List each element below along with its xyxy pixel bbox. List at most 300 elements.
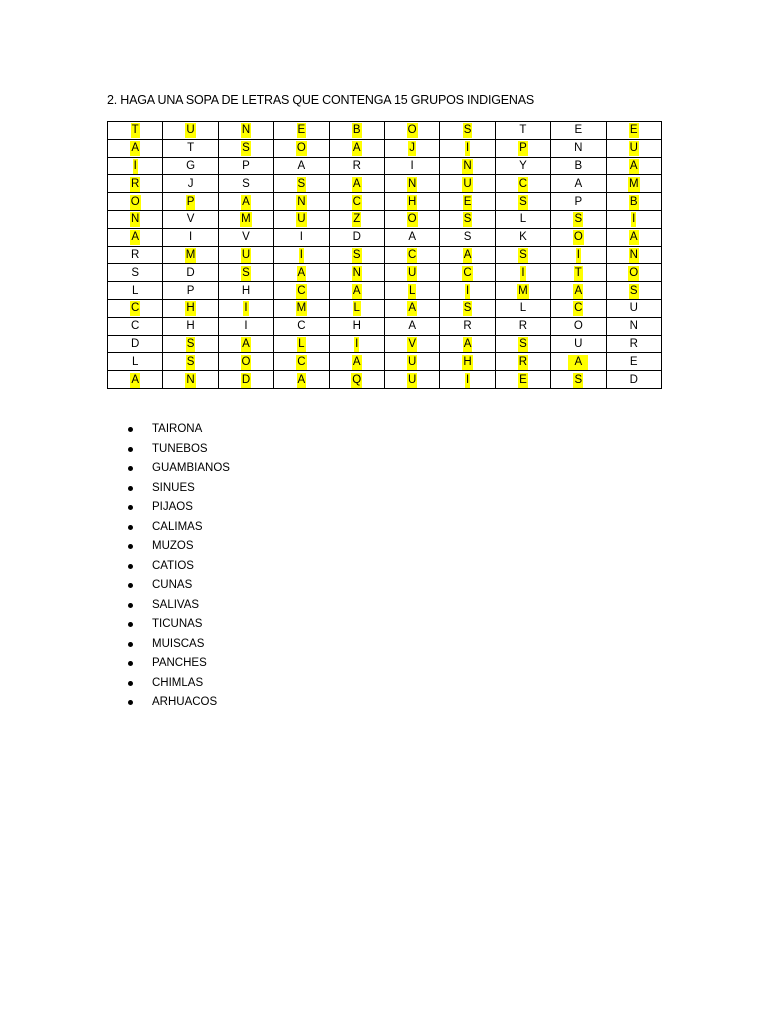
grid-cell (163, 139, 218, 157)
grid-cell (440, 157, 495, 175)
grid-letter: H (186, 320, 195, 333)
grid-row (108, 246, 662, 264)
grid-letter: T (519, 124, 527, 137)
grid-letter: D (352, 231, 361, 244)
grid-letter: A (297, 159, 306, 172)
highlighted-letter: R (131, 177, 140, 190)
grid-cell (108, 210, 163, 228)
grid-letter: Y (519, 159, 527, 172)
grid-letter: L (131, 284, 139, 297)
grid-cell (495, 246, 550, 264)
highlighted-letter: I (465, 373, 470, 386)
bullet-icon (128, 700, 133, 705)
highlighted-letter: A (297, 373, 306, 386)
grid-cell (551, 246, 606, 264)
grid-cell (606, 299, 661, 317)
highlighted-letter: U (407, 373, 417, 386)
highlighted-letter: N (186, 373, 195, 386)
grid-cell (551, 371, 606, 389)
grid-letter: L (131, 355, 139, 368)
highlighted-letter: T (131, 124, 139, 137)
highlighted-letter: R (518, 355, 528, 368)
grid-cell (384, 317, 439, 335)
grid-cell (606, 264, 661, 282)
grid-row (108, 210, 662, 228)
grid-cell (274, 299, 329, 317)
grid-cell (551, 122, 606, 140)
grid-cell (495, 139, 550, 157)
grid-letter: S (242, 177, 250, 190)
grid-cell (274, 210, 329, 228)
highlighted-letter: P (519, 142, 527, 155)
highlighted-letter: B (629, 195, 638, 208)
word-label: SINUES (152, 481, 195, 494)
grid-row (108, 371, 662, 389)
grid-cell (440, 210, 495, 228)
highlighted-letter: S (519, 248, 527, 261)
grid-letter: O (573, 320, 583, 333)
grid-cell (440, 228, 495, 246)
grid-cell (163, 353, 218, 371)
word-label: CALIMAS (152, 520, 203, 533)
grid-cell (218, 139, 273, 157)
grid-letter: A (574, 177, 583, 190)
grid-letter: G (186, 159, 196, 172)
grid-cell (495, 353, 550, 371)
highlighted-letter: S (519, 337, 527, 350)
grid-cell (384, 193, 439, 211)
list-item (152, 674, 230, 694)
highlighted-letter: U (186, 124, 195, 137)
highlighted-letter: A (352, 142, 361, 155)
grid-letter: I (299, 231, 303, 244)
highlighted-letter: S (186, 355, 195, 368)
grid-letter: U (574, 337, 583, 350)
list-item (152, 576, 230, 596)
grid-letter: R (463, 320, 472, 333)
grid-cell (329, 246, 384, 264)
highlighted-letter: E (519, 373, 527, 386)
grid-cell (329, 139, 384, 157)
highlighted-letter: D (241, 373, 251, 386)
highlighted-letter: S (352, 248, 361, 261)
grid-cell (329, 193, 384, 211)
bullet-icon (128, 681, 133, 686)
grid-cell (495, 193, 550, 211)
grid-cell (329, 157, 384, 175)
highlighted-letter: P (186, 195, 195, 208)
highlighted-letter: A (131, 231, 140, 244)
grid-cell (274, 335, 329, 353)
highlighted-letter: M (296, 302, 307, 315)
highlighted-letter: L (353, 302, 360, 315)
grid-cell (384, 335, 439, 353)
grid-cell (606, 175, 661, 193)
highlighted-letter: N (241, 124, 251, 137)
highlighted-letter: S (297, 177, 306, 190)
highlighted-letter: N (297, 195, 306, 208)
highlighted-letter: I (133, 159, 137, 172)
grid-cell (606, 139, 661, 157)
grid-cell (551, 282, 606, 300)
highlighted-letter: C (407, 248, 417, 261)
grid-cell (551, 228, 606, 246)
grid-cell (440, 335, 495, 353)
grid-cell (274, 282, 329, 300)
grid-letter: V (186, 213, 195, 226)
grid-row (108, 317, 662, 335)
highlighted-letter: I (465, 284, 470, 297)
grid-cell (606, 282, 661, 300)
grid-letter: C (297, 320, 306, 333)
grid-cell (163, 157, 218, 175)
grid-cell (440, 175, 495, 193)
grid-cell (606, 246, 661, 264)
bullet-icon (128, 466, 133, 471)
word-label: CATIOS (152, 559, 194, 572)
grid-cell (329, 335, 384, 353)
grid-cell (495, 228, 550, 246)
grid-cell (384, 228, 439, 246)
grid-letter: D (186, 266, 195, 279)
grid-cell (440, 371, 495, 389)
highlighted-letter: V (408, 337, 416, 350)
list-item (152, 693, 230, 713)
highlighted-letter: S (242, 266, 250, 279)
word-label: MUISCAS (152, 637, 205, 650)
highlighted-letter: S (574, 373, 583, 386)
highlighted-letter: T (574, 266, 582, 279)
grid-cell (329, 122, 384, 140)
word-search-grid (107, 121, 662, 389)
grid-cell (218, 317, 273, 335)
grid-cell (606, 157, 661, 175)
grid-cell (606, 317, 661, 335)
grid-cell (551, 193, 606, 211)
grid-cell (606, 335, 661, 353)
grid-cell (163, 371, 218, 389)
highlighted-letter: A (352, 177, 361, 190)
grid-cell (218, 371, 273, 389)
grid-cell (440, 122, 495, 140)
highlighted-letter: O (407, 213, 417, 226)
word-label: TUNEBOS (152, 442, 208, 455)
highlighted-letter: U (241, 248, 251, 261)
grid-cell (274, 193, 329, 211)
grid-cell (329, 210, 384, 228)
grid-cell (163, 193, 218, 211)
grid-cell (108, 139, 163, 157)
highlighted-letter: M (628, 177, 639, 190)
grid-letter: V (242, 231, 250, 244)
grid-letter: L (519, 302, 527, 315)
grid-cell (384, 175, 439, 193)
grid-letter: I (410, 159, 414, 172)
highlighted-letter: E (629, 124, 638, 137)
highlighted-letter: S (519, 195, 527, 208)
grid-letter: J (187, 177, 194, 190)
grid-cell (440, 246, 495, 264)
highlighted-letter: E (463, 195, 472, 208)
grid-cell (163, 299, 218, 317)
list-item (152, 557, 230, 577)
highlighted-letter: N (131, 213, 140, 226)
grid-cell (329, 299, 384, 317)
grid-cell (329, 282, 384, 300)
highlighted-letter: A (131, 142, 140, 155)
grid-cell (440, 317, 495, 335)
highlighted-letter: C (297, 284, 306, 297)
grid-row (108, 193, 662, 211)
grid-cell (329, 317, 384, 335)
highlighted-letter: Q (352, 373, 362, 386)
grid-cell (384, 353, 439, 371)
highlighted-letter: O (130, 195, 140, 208)
word-label: PANCHES (152, 657, 207, 669)
grid-letter: N (629, 320, 638, 333)
highlighted-letter: I (244, 302, 248, 315)
grid-cell (163, 317, 218, 335)
word-label: GUAMBIANOS (152, 462, 230, 474)
grid-cell (384, 282, 439, 300)
highlighted-letter: A (297, 266, 306, 279)
page-title: 2. HAGA UNA SOPA DE LETRAS QUE CONTENGA 15 GRUPOS INDIGENAS (107, 93, 534, 107)
grid-row (108, 282, 662, 300)
grid-cell (163, 246, 218, 264)
grid-cell (163, 335, 218, 353)
highlighted-letter: M (518, 284, 528, 297)
grid-cell (329, 228, 384, 246)
highlighted-letter: A (629, 231, 638, 244)
grid-cell (108, 122, 163, 140)
list-item (152, 518, 230, 538)
word-label: TICUNAS (152, 618, 203, 630)
grid-cell (384, 264, 439, 282)
grid-cell (384, 246, 439, 264)
highlighted-letter: J (409, 142, 416, 155)
highlighted-letter: C (574, 302, 583, 315)
highlighted-letter: S (463, 302, 472, 315)
bullet-icon (128, 525, 133, 530)
grid-cell (108, 317, 163, 335)
grid-cell (218, 122, 273, 140)
highlighted-letter: A (629, 159, 638, 172)
highlighted-letter: S (629, 284, 638, 297)
grid-letter: R (518, 320, 528, 333)
grid-cell (495, 157, 550, 175)
grid-letter: P (242, 159, 250, 172)
highlighted-letter: I (355, 337, 359, 350)
grid-letter: D (131, 337, 140, 350)
grid-cell (108, 228, 163, 246)
highlighted-letter: O (241, 355, 251, 368)
grid-cell (108, 335, 163, 353)
highlighted-letter: L (408, 284, 416, 297)
grid-cell (551, 335, 606, 353)
grid-cell (163, 122, 218, 140)
grid-cell (495, 122, 550, 140)
highlighted-letter: A (463, 248, 472, 261)
grid-letter: H (241, 284, 251, 297)
highlighted-letter: I (465, 142, 470, 155)
grid-letter: R (352, 159, 361, 172)
grid-letter: L (519, 213, 527, 226)
highlighted-letter: B (352, 124, 361, 137)
grid-letter: H (352, 320, 361, 333)
grid-row (108, 157, 662, 175)
grid-cell (274, 228, 329, 246)
highlighted-letter: O (296, 142, 306, 155)
grid-cell (384, 139, 439, 157)
highlighted-letter: O (407, 124, 417, 137)
word-label: MUZOS (152, 540, 194, 552)
grid-cell (274, 175, 329, 193)
word-label: CHIMLAS (152, 676, 204, 689)
highlighted-letter: S (186, 337, 195, 350)
highlighted-letter: C (518, 177, 528, 190)
grid-cell (606, 122, 661, 140)
highlighted-letter: A (408, 302, 416, 315)
grid-row (108, 228, 662, 246)
grid-cell (384, 122, 439, 140)
grid-cell (551, 210, 606, 228)
grid-cell (551, 317, 606, 335)
grid-row (108, 175, 662, 193)
grid-cell (606, 210, 661, 228)
highlighted-letter: C (463, 266, 472, 279)
highlighted-letter: O (573, 231, 583, 244)
grid-cell (218, 264, 273, 282)
grid-cell (108, 246, 163, 264)
highlighted-letter: A (242, 195, 250, 208)
grid-cell (551, 299, 606, 317)
grid-cell (218, 353, 273, 371)
grid-cell (274, 353, 329, 371)
grid-letter: P (574, 195, 583, 208)
highlighted-letter: N (629, 248, 638, 261)
grid-cell (274, 264, 329, 282)
list-item (152, 635, 230, 655)
grid-letter: N (574, 142, 583, 155)
highlighted-letter: M (185, 248, 196, 261)
list-item (152, 440, 230, 460)
grid-cell (495, 317, 550, 335)
highlighted-letter: S (242, 142, 250, 155)
grid-cell (329, 175, 384, 193)
grid-cell (551, 139, 606, 157)
grid-cell (274, 139, 329, 157)
grid-cell (329, 371, 384, 389)
grid-cell (218, 193, 273, 211)
highlighted-letter: N (407, 177, 417, 190)
bullet-icon (128, 486, 133, 491)
bullet-icon (128, 447, 133, 452)
grid-letter: R (131, 248, 140, 261)
grid-cell (384, 157, 439, 175)
bullet-icon (128, 583, 133, 588)
grid-cell (108, 175, 163, 193)
grid-cell (551, 175, 606, 193)
grid-cell (218, 157, 273, 175)
bullet-icon (128, 661, 133, 666)
grid-cell (163, 175, 218, 193)
grid-cell (274, 122, 329, 140)
grid-letter: U (629, 302, 638, 315)
bullet-icon (128, 544, 133, 549)
grid-cell (440, 264, 495, 282)
grid-cell (163, 264, 218, 282)
word-list (152, 420, 230, 713)
grid-cell (274, 371, 329, 389)
grid-cell (440, 299, 495, 317)
grid-letter: E (629, 355, 638, 368)
grid-cell (218, 210, 273, 228)
grid-cell (495, 175, 550, 193)
grid-cell (606, 193, 661, 211)
grid-letter: S (131, 266, 140, 279)
grid-letter: A (408, 231, 416, 244)
highlighted-letter: C (352, 195, 361, 208)
bullet-icon (128, 505, 133, 510)
highlighted-letter: U (407, 355, 417, 368)
grid-letter: K (519, 231, 527, 244)
grid-row (108, 139, 662, 157)
grid-letter: S (463, 231, 472, 244)
highlighted-letter: Z (353, 213, 361, 226)
word-label: PIJAOS (152, 501, 193, 513)
highlighted-letter: A (242, 337, 250, 350)
word-label: SALIVAS (152, 598, 200, 611)
list-item (152, 615, 230, 635)
grid-cell (274, 157, 329, 175)
highlighted-letter: A (131, 373, 140, 386)
grid-cell (495, 371, 550, 389)
grid-letter: I (188, 231, 193, 244)
highlighted-letter: A (568, 355, 588, 370)
highlighted-letter: U (297, 213, 306, 226)
highlighted-letter: H (463, 355, 472, 368)
highlighted-letter: A (463, 337, 472, 350)
grid-row (108, 335, 662, 353)
grid-cell (440, 353, 495, 371)
grid-letter: D (629, 373, 638, 386)
grid-letter: B (574, 159, 583, 172)
list-item (152, 420, 230, 440)
highlighted-letter: U (463, 177, 472, 190)
grid-cell (108, 157, 163, 175)
word-label: CUNAS (152, 579, 193, 591)
highlighted-letter: A (352, 355, 361, 368)
grid-cell (108, 371, 163, 389)
highlighted-letter: E (297, 124, 306, 137)
grid-cell (384, 371, 439, 389)
bullet-icon (128, 642, 133, 647)
grid-cell (218, 299, 273, 317)
grid-cell (551, 353, 606, 371)
grid-cell (274, 317, 329, 335)
list-item (152, 459, 230, 479)
grid-row (108, 264, 662, 282)
highlighted-letter: N (352, 266, 361, 279)
list-item (152, 537, 230, 557)
highlighted-letter: U (407, 266, 417, 279)
highlighted-letter: I (632, 213, 636, 226)
list-item (152, 479, 230, 499)
grid-cell (495, 210, 550, 228)
grid-cell (163, 228, 218, 246)
grid-cell (495, 299, 550, 317)
grid-cell (606, 371, 661, 389)
